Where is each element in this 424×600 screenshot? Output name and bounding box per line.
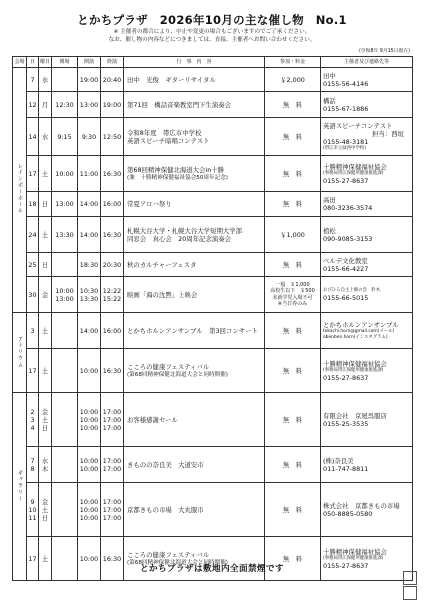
event-cell: こころの健康フェスティバル (第68回精神保健北海道大会と同時開催) <box>124 349 265 393</box>
weekday-cell: 月 <box>39 92 52 118</box>
end-time-cell: 20:30 <box>101 253 124 277</box>
page-title: とかちプラザ 2026年10月の主な催し物 No.1 <box>77 13 347 27</box>
day-cell: 12 <box>27 92 39 118</box>
organizer-phone: 0155-27-8637 <box>323 561 369 570</box>
end-time-cell: 17:00 17:00 17:00 <box>101 483 124 537</box>
organizer-name: 十勝精神保健福祉協会 <box>323 162 387 171</box>
day-cell: 24 <box>27 217 39 253</box>
organizer-name: 高田 <box>323 196 336 204</box>
organizer-phone: 0155-67-1886 <box>323 104 369 113</box>
venue-gallery: ギャラリー <box>13 393 27 581</box>
weekday-cell: 土 <box>39 537 52 581</box>
event-cell: 第71回 構話音楽教室門下生演奏会 <box>124 92 265 118</box>
organizer-name: 十勝精神保健福祉協会 <box>323 359 387 368</box>
organizer-phone: 090-9085-3153 <box>323 234 373 243</box>
organizer-cell <box>321 447 413 483</box>
fee-cell: ￥2,000 <box>265 68 321 92</box>
end-time-cell: 16:30 <box>101 537 124 581</box>
day-cell: 30 <box>27 277 39 313</box>
fee-cell: 無 料 <box>265 156 321 192</box>
end-time-cell: 12:22 15:22 <box>101 277 124 313</box>
organizer-phone: 0155-25-3535 <box>323 419 369 428</box>
fee-cell: 無 料 <box>265 447 321 483</box>
organizer-phone: 0155-27-8637 <box>323 176 369 185</box>
fee-cell: 無 料 <box>265 253 321 277</box>
event-cell: 札幌大谷大学・札幌大谷大学短期大学部 同窓会 真心会 20周年記念演奏会 <box>124 217 265 253</box>
end-time-cell: 16:00 <box>101 192 124 217</box>
table-row <box>13 393 413 447</box>
organizer-cell: 十勝精神保健福祉協会 (事務局帯広保健所健康推進課) 0155-27-8637 <box>321 156 413 192</box>
events-table <box>12 56 413 581</box>
event-cell: 映画「海の沈黙」上映会 <box>124 277 265 313</box>
fee-cell: 無 料 <box>265 483 321 537</box>
weekday-cell: 金 <box>39 277 52 313</box>
weekday-cell: 金 土 日 <box>39 393 52 447</box>
table-row <box>13 156 413 192</box>
end-time-cell: 19:00 <box>101 92 124 118</box>
end-time-cell: 12:50 <box>101 118 124 156</box>
fee-cell: 無 料 <box>265 92 321 118</box>
fee-cell: 無 料 <box>265 393 321 447</box>
weekday-cell: 土 <box>39 217 52 253</box>
organizer-cell <box>321 192 413 217</box>
organizer-phone: 0155-56-4146 <box>323 79 369 88</box>
fee-cell: ￥1,000 <box>265 217 321 253</box>
open-time-cell: 13:00 <box>52 192 78 217</box>
fee-cell: 無 料 <box>265 349 321 393</box>
organizer-name: 田中 <box>323 71 336 80</box>
event-cell: 京都きもの市場 大丸服市 <box>124 483 265 537</box>
organizer-name: 英語スピーチコンテスト <box>323 121 393 130</box>
table-row <box>13 68 413 92</box>
organizer-name: 株式会社 京都きもの市場 <box>323 501 400 510</box>
day-cell: 17 <box>27 156 39 192</box>
fee-cell: 無 料 <box>265 118 321 156</box>
table-row <box>13 349 413 393</box>
table-row <box>13 447 413 483</box>
day-cell: 7 8 <box>27 447 39 483</box>
organizer-phone: 0155-27-8637 <box>323 373 369 382</box>
start-time-cell: 14:00 <box>78 192 101 217</box>
start-time-cell: 10:00 <box>78 349 101 393</box>
table-header-row <box>13 57 413 68</box>
organizer-cell: 英語スピーチコンテスト 担当：西垣 0155-48-3181 (帯広市立緑西中学校) <box>321 118 413 156</box>
end-time-cell: 17:00 17:00 17:00 <box>101 393 124 447</box>
table-row <box>13 217 413 253</box>
organizer-phone: 0155-66-4227 <box>323 264 369 273</box>
start-time-cell: 10:00 10:00 <box>78 447 101 483</box>
header-weekday: 曜日 <box>39 57 52 68</box>
organizer-cell <box>321 277 413 313</box>
organizer-phone: 080-3236-3574 <box>323 204 373 212</box>
organizer-name: 植松 <box>323 226 336 235</box>
event-cell: 秋のカルチャーフェスタ <box>124 253 265 277</box>
open-time-cell: 10:00 13:00 <box>52 277 78 313</box>
end-time-cell: 20:40 <box>101 68 124 92</box>
venue-rainbow-hall: レインボーホール <box>13 68 27 313</box>
organizer-name: 有限会社 京屋呉服店 <box>323 411 387 420</box>
day-cell: 2 3 4 <box>27 393 39 447</box>
fee-cell: 無 料 <box>265 192 321 217</box>
header-start: 開演 <box>78 57 101 68</box>
event-cell: お客様感謝セール <box>124 393 265 447</box>
organizer-name: 構話 <box>323 96 336 105</box>
table-row <box>13 313 413 349</box>
organizer-name: ベルデ文化教室 <box>323 256 368 265</box>
page-marker-box <box>403 586 417 600</box>
weekday-cell: 金 土 日 <box>39 483 52 537</box>
organizer-cell <box>321 393 413 447</box>
end-time-cell: 17:00 17:00 <box>101 447 124 483</box>
open-time-cell <box>52 313 78 349</box>
organizer-cell: とかちホルンアンサンブル tokachi.horn@gmail.com(メール) obenben.horn(インスタグラム) <box>321 313 413 349</box>
weekday-cell: 土 <box>39 156 52 192</box>
header-open: 開場 <box>52 57 78 68</box>
table-row <box>13 192 413 217</box>
organizer-name: 十勝精神保健福祉協会 <box>323 547 387 556</box>
organizer-cell: 十勝精神保健福祉協会 (事務局帯広保健所健康推進課) 0155-27-8637 <box>321 349 413 393</box>
open-time-cell <box>52 349 78 393</box>
header-organizer: 主催者及び連絡先等 <box>321 57 413 68</box>
start-time-cell: 13:00 <box>78 92 101 118</box>
notice-line-1: ※ 主催者の都合により、中止や変更の場合もございますのでご了承ください。 <box>113 29 311 35</box>
weekday-cell: 水 <box>39 68 52 92</box>
weekday-cell: 土 <box>39 313 52 349</box>
event-cell: きものの奈良美 大道安市 <box>124 447 265 483</box>
end-time-cell: 16:30 <box>101 349 124 393</box>
organizer-cell <box>321 217 413 253</box>
day-cell: 17 <box>27 537 39 581</box>
header-day: 日 <box>27 57 39 68</box>
event-cell: 常夏アロハ祭り <box>124 192 265 217</box>
day-cell: 18 <box>27 192 39 217</box>
open-time-cell <box>52 253 78 277</box>
weekday-cell: 日 <box>39 253 52 277</box>
organizer-phone: 011-747-8811 <box>323 464 369 473</box>
organizer-phone: 050-8885-0580 <box>323 509 373 518</box>
day-cell: 25 <box>27 253 39 277</box>
open-time-cell: 12:30 <box>52 92 78 118</box>
start-time-cell: 19:00 <box>78 68 101 92</box>
start-time-cell: 18:30 <box>78 253 101 277</box>
event-cell: 令和8年度 帯広市中学校 英語スピーチ暗唱コンテスト <box>124 118 265 156</box>
fee-cell: 無 料 <box>265 537 321 581</box>
end-time-cell: 16:30 <box>101 156 124 192</box>
open-time-cell: 9:15 <box>52 118 78 156</box>
table-row <box>13 92 413 118</box>
start-time-cell: 11:00 <box>78 156 101 192</box>
start-time-cell: 10:00 <box>78 537 101 581</box>
organizer-cell <box>321 68 413 92</box>
day-cell: 9 10 11 <box>27 483 39 537</box>
organizer-cell <box>321 253 413 277</box>
header-event: 行 事 内 容 <box>124 57 265 68</box>
start-time-cell: 10:00 10:00 10:00 <box>78 483 101 537</box>
day-cell: 14 <box>27 118 39 156</box>
open-time-cell <box>52 68 78 92</box>
event-cell: とかちホルンアンサンブル 第3回コンサート <box>124 313 265 349</box>
open-time-cell: 13:30 <box>52 217 78 253</box>
no-smoking-notice: とかちプラザは敷地内全面禁煙です <box>140 564 284 574</box>
fee-cell: 一般 ￥1,000 高校生以下 ￥500 未就学児入場不可 ※当日券のみ <box>265 277 321 313</box>
header-end: 終演 <box>101 57 124 68</box>
weekday-cell: 水 木 <box>39 447 52 483</box>
start-time-cell: 14:00 <box>78 313 101 349</box>
event-cell: こころの健康フェスティバル (第68回精神保健北海道大会と同時開催) <box>124 537 265 581</box>
event-cell: 第68回精神保健北海道大会in十勝 (兼 十勝精神保健福祉協会50周年記念) <box>124 156 265 192</box>
fee-cell: 無 料 <box>265 313 321 349</box>
organizer-name: とかちホルンアンサンブル <box>323 320 399 329</box>
start-time-cell: 10:00 10:00 10:00 <box>78 393 101 447</box>
table-row <box>13 253 413 277</box>
organizer-name: おびひろ自主上映の会 鈴木 <box>323 287 381 293</box>
start-time-cell: 10:30 13:30 <box>78 277 101 313</box>
start-time-cell: 9:30 <box>78 118 101 156</box>
day-cell: 3 <box>27 313 39 349</box>
start-time-cell: 14:00 <box>78 217 101 253</box>
organizer-cell <box>321 483 413 537</box>
table-row <box>13 483 413 537</box>
organizer-phone: 0155-48-3181 <box>323 137 369 146</box>
weekday-cell: 日 <box>39 192 52 217</box>
weekday-cell: 水 <box>39 118 52 156</box>
notice-line-2: なお、催し物の内容などにつきましては、直接、主催者へお問い合わせください。 <box>108 37 316 43</box>
open-time-cell: 10:00 <box>52 156 78 192</box>
event-cell: 田中 光俊 ギターリサイタル <box>124 68 265 92</box>
organizer-name: (株)奈良美 <box>323 456 354 465</box>
organizer-cell: 十勝精神保健福祉協会 (事務局帯広保健所健康推進課) 0155-27-8637 <box>321 537 413 581</box>
header-fee: 参加・料金 <box>265 57 321 68</box>
organizer-phone: 0155-66-5015 <box>323 293 369 302</box>
day-cell: 17 <box>27 349 39 393</box>
page-marker-box <box>403 571 417 585</box>
organizer-cell <box>321 92 413 118</box>
venue-atrium: アトリウム <box>13 313 27 393</box>
end-time-cell: 16:30 <box>101 217 124 253</box>
table-row <box>13 277 413 313</box>
table-row <box>13 118 413 156</box>
header-venue: 会場 <box>13 57 27 68</box>
weekday-cell: 土 <box>39 349 52 393</box>
as-of-date: (令和8年 9月15日現在) <box>358 49 410 54</box>
day-cell: 7 <box>27 68 39 92</box>
end-time-cell: 16:00 <box>101 313 124 349</box>
